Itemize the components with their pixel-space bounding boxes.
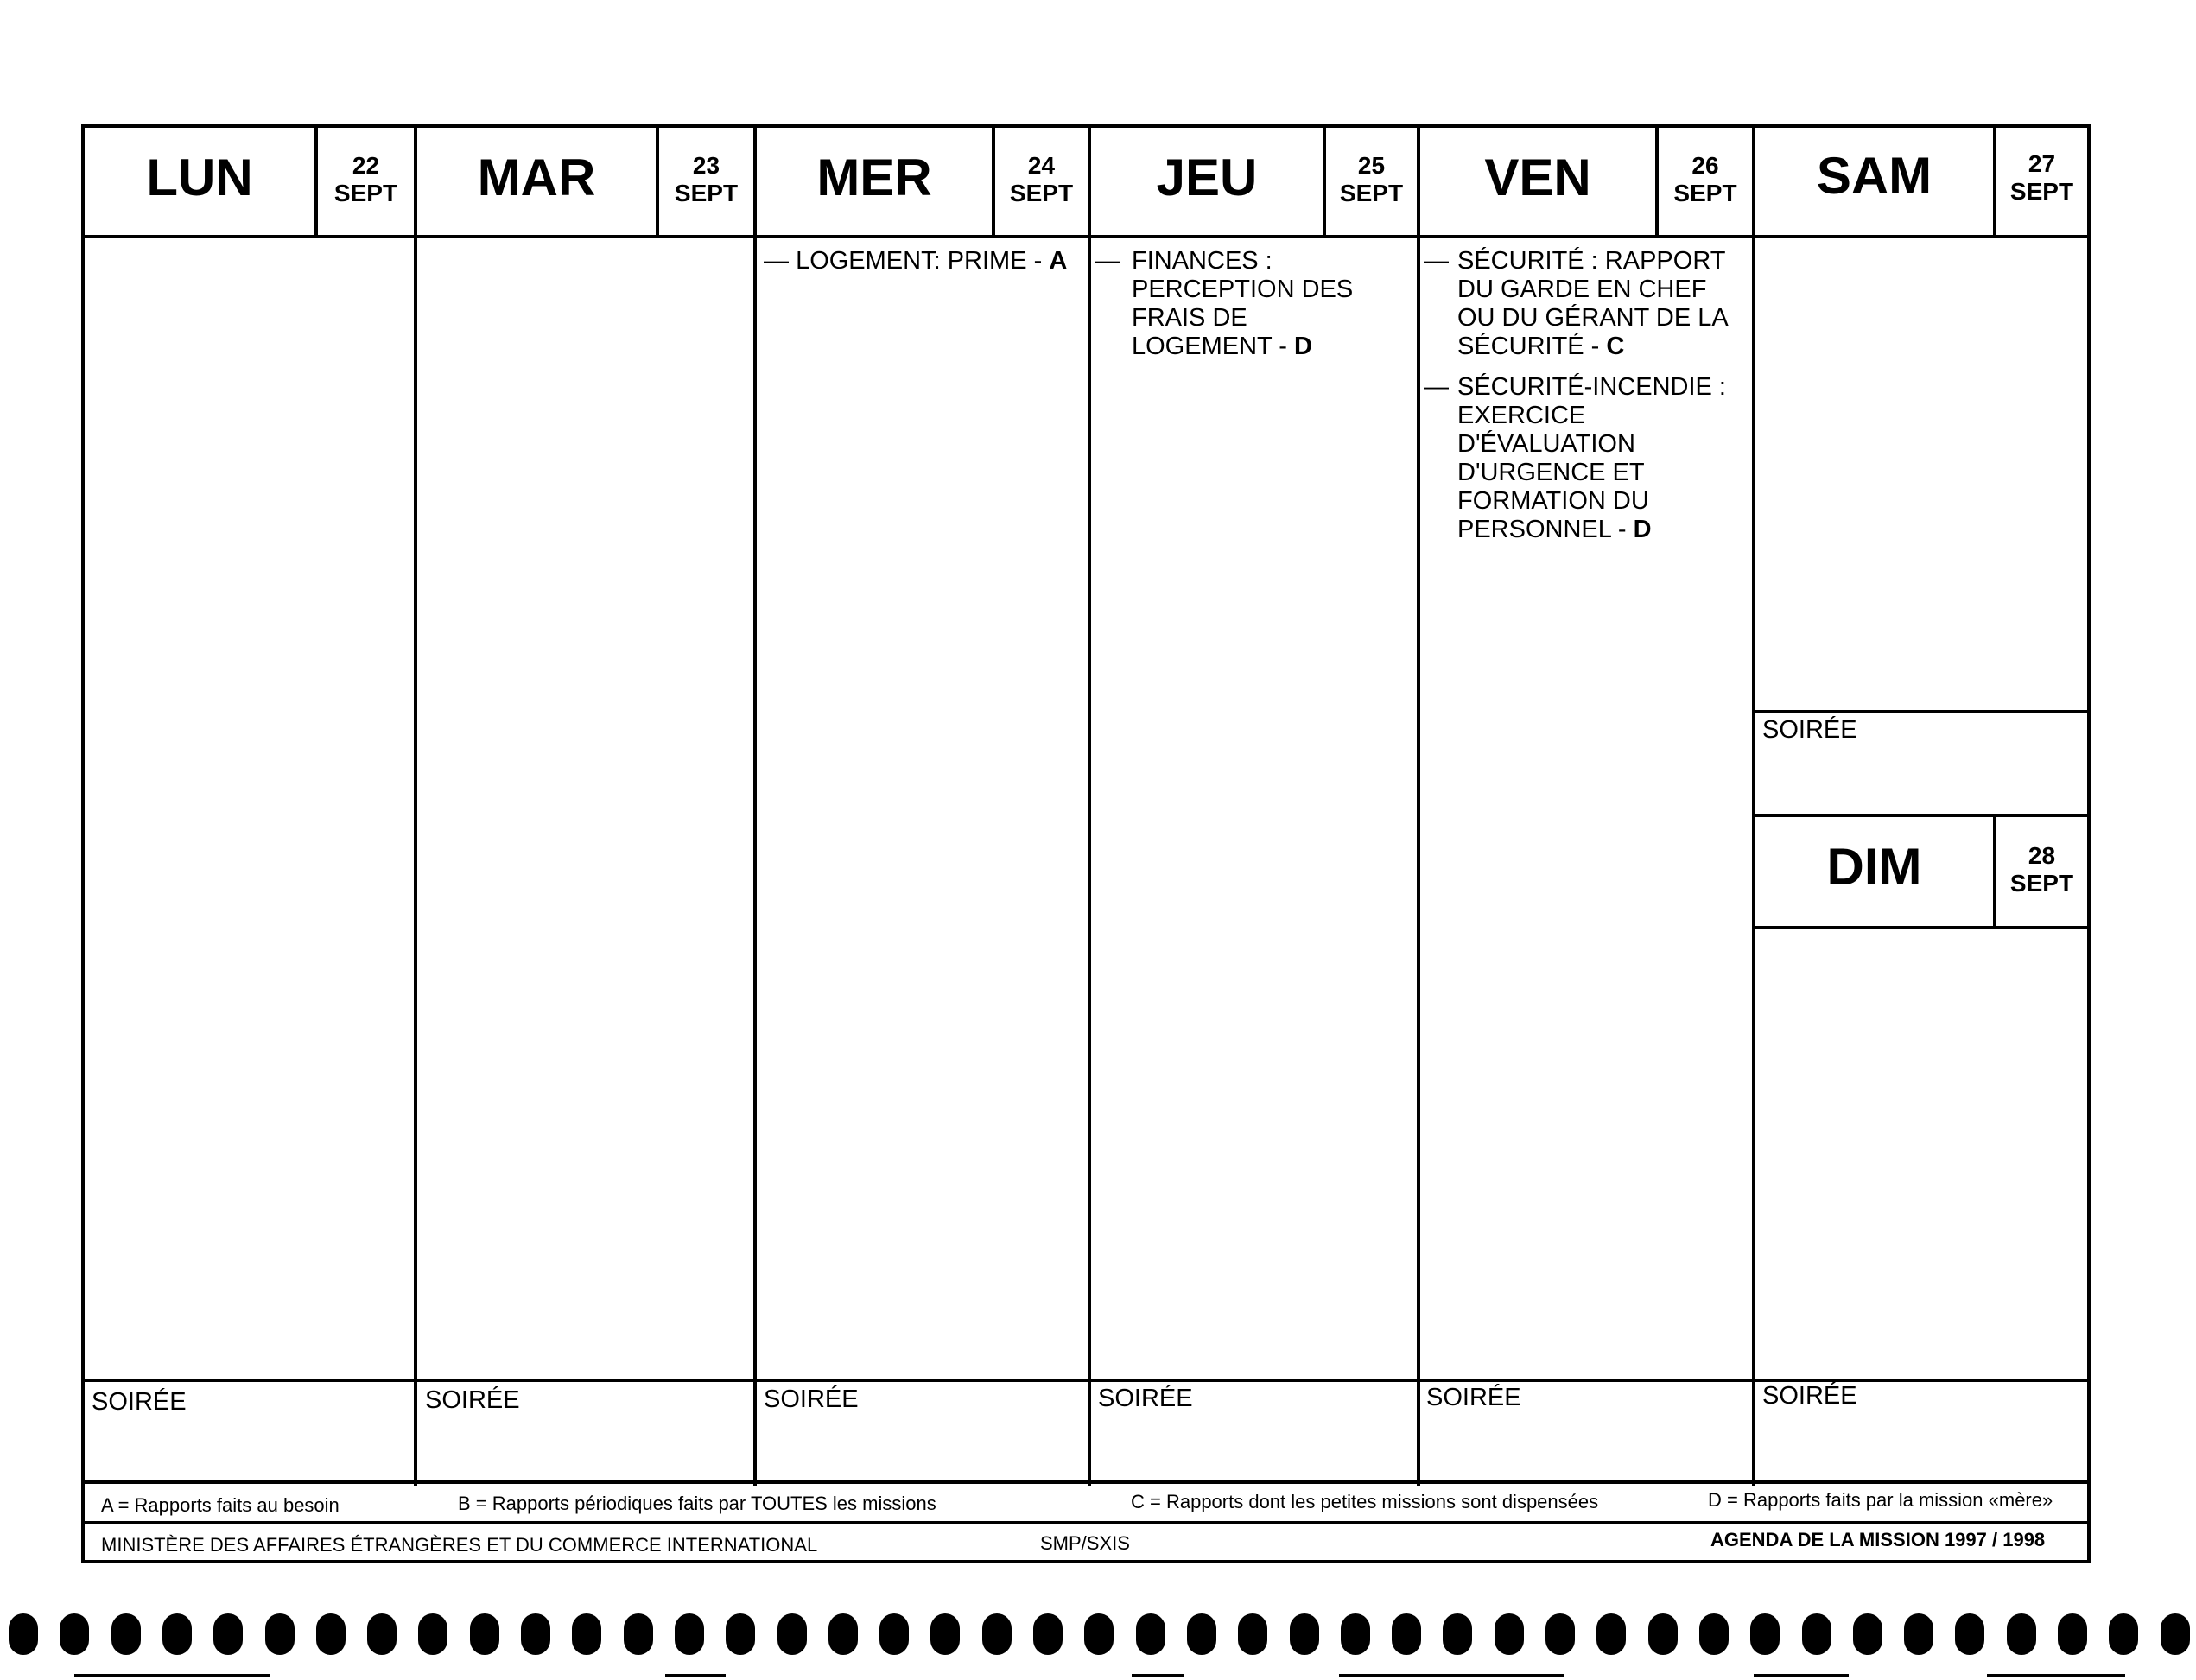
- dim-header-bottom-rule: [1752, 926, 2091, 929]
- entry-line: FORMATION DU: [1457, 487, 1649, 515]
- day-number: 28: [2028, 842, 2056, 869]
- legend-rule: [81, 1480, 2091, 1484]
- day-name-sam: SAM: [1816, 147, 1933, 205]
- day-month: SEPT: [1339, 180, 1404, 207]
- day-month: SEPT: [333, 180, 398, 207]
- day-month: SEPT: [1673, 180, 1737, 207]
- dim-header-top-rule: [1752, 814, 2091, 817]
- entry-line: FINANCES :: [1132, 247, 1273, 275]
- evening-label-mer: SOIRÉE: [764, 1385, 859, 1413]
- entry-line: D'ÉVALUATION: [1457, 430, 1635, 458]
- day-month: SEPT: [2009, 870, 2074, 897]
- column-divider: [753, 124, 757, 1486]
- page-edge-mark: [74, 1674, 270, 1677]
- sam-evening-rule: [1752, 710, 2091, 713]
- evening-label-mar: SOIRÉE: [425, 1386, 520, 1414]
- binder-hole: [162, 1613, 192, 1655]
- evening-label-dim: SOIRÉE: [1762, 1382, 1857, 1410]
- evening-label-ven: SOIRÉE: [1426, 1384, 1521, 1411]
- day-number: 23: [692, 152, 720, 179]
- day-month: SEPT: [2009, 178, 2074, 206]
- footer-code: SMP/SXIS: [1040, 1532, 1130, 1554]
- footer-ministry: MINISTÈRE DES AFFAIRES ÉTRANGÈRES ET DU COMMERCE INTERNATIONAL: [101, 1534, 818, 1556]
- day-number: 26: [1691, 152, 1719, 179]
- legend-b: B = Rapports périodiques faits par TOUTES les missions: [458, 1493, 936, 1514]
- binder-hole: [1853, 1613, 1882, 1655]
- day-date-ven: [1659, 152, 1752, 207]
- binder-hole: [265, 1613, 295, 1655]
- day-date-lun: [318, 152, 414, 207]
- footer-agenda: AGENDA DE LA MISSION 1997 / 1998: [1710, 1529, 2046, 1550]
- day-date-mar: [659, 152, 753, 207]
- evening-label-lun: SOIRÉE: [92, 1388, 187, 1416]
- entry-dash: —: [1095, 247, 1120, 275]
- binder-hole: [470, 1613, 499, 1655]
- binder-hole: [1596, 1613, 1626, 1655]
- entry-line: D'URGENCE ET: [1457, 459, 1645, 486]
- entry-line: FRAIS DE: [1132, 304, 1247, 332]
- binder-holes: [0, 1613, 2196, 1657]
- binder-hole: [726, 1613, 755, 1655]
- day-date-jeu: [1326, 152, 1417, 207]
- binder-hole: [572, 1613, 601, 1655]
- binder-hole: [1955, 1613, 1984, 1655]
- day-number: 24: [1027, 152, 1056, 179]
- day-name-jeu: JEU: [1156, 149, 1258, 206]
- entry-code: D: [1294, 333, 1312, 360]
- entry-line: SÉCURITÉ -: [1457, 333, 1607, 360]
- column-divider: [414, 124, 417, 1486]
- binder-hole: [1238, 1613, 1267, 1655]
- entry-line: SÉCURITÉ : RAPPORT: [1457, 247, 1726, 275]
- binder-hole: [777, 1613, 807, 1655]
- binder-hole: [1750, 1613, 1780, 1655]
- evening-label-sam: SOIRÉE: [1762, 716, 1857, 744]
- day-name-mar: MAR: [477, 149, 596, 206]
- entry-line: OU DU GÉRANT DE LA: [1457, 304, 1729, 332]
- binder-hole: [828, 1613, 858, 1655]
- binder-hole: [1802, 1613, 1831, 1655]
- binder-hole: [9, 1613, 38, 1655]
- entry-ven-incendie: [1424, 373, 1750, 544]
- entry-mer-logement: [764, 247, 1085, 276]
- binder-hole: [60, 1613, 89, 1655]
- binder-hole: [316, 1613, 346, 1655]
- column-divider: [1752, 124, 1755, 1486]
- binder-hole: [2007, 1613, 2036, 1655]
- day-name-lun: LUN: [146, 149, 253, 206]
- binder-hole: [1545, 1613, 1575, 1655]
- entry-dash: —: [1424, 247, 1449, 275]
- entry-line: EXERCICE: [1457, 402, 1586, 429]
- entry-code: A: [1049, 247, 1068, 275]
- binder-hole: [1341, 1613, 1370, 1655]
- footer-rule: [81, 1521, 2091, 1524]
- binder-hole: [982, 1613, 1012, 1655]
- binder-hole: [1648, 1613, 1678, 1655]
- entry-dash: —: [764, 247, 789, 275]
- binder-hole: [1187, 1613, 1216, 1655]
- day-month: SEPT: [1009, 180, 1074, 207]
- binder-hole: [2109, 1613, 2138, 1655]
- binder-hole: [1392, 1613, 1421, 1655]
- binder-hole: [111, 1613, 141, 1655]
- binder-hole: [1084, 1613, 1114, 1655]
- binder-hole: [1290, 1613, 1319, 1655]
- day-name-mer: MER: [816, 149, 932, 206]
- binder-hole: [367, 1613, 397, 1655]
- entry-jeu-finances: [1095, 247, 1415, 361]
- header-rule: [81, 235, 2091, 238]
- binder-hole: [213, 1613, 243, 1655]
- entry-code: C: [1606, 333, 1625, 360]
- binder-hole: [2058, 1613, 2087, 1655]
- binder-hole: [1033, 1613, 1063, 1655]
- day-number: 25: [1357, 152, 1386, 179]
- day-date-sam: [1996, 150, 2087, 206]
- column-divider: [1417, 124, 1420, 1486]
- entry-text: LOGEMENT: PRIME -: [796, 247, 1050, 275]
- entry-line: PERCEPTION DES: [1132, 276, 1354, 303]
- page-edge-mark: [1339, 1674, 1564, 1677]
- legend-c: C = Rapports dont les petites missions sont dispensées: [1131, 1491, 1599, 1512]
- page-edge-mark: [665, 1674, 726, 1677]
- evening-label-jeu: SOIRÉE: [1098, 1385, 1193, 1412]
- page-edge-mark: [1754, 1674, 1849, 1677]
- entry-line: PERSONNEL -: [1457, 516, 1634, 543]
- day-month: SEPT: [674, 180, 739, 207]
- page-edge-mark: [1987, 1674, 2125, 1677]
- binder-hole: [1904, 1613, 1933, 1655]
- binder-hole: [1699, 1613, 1729, 1655]
- entry-line: SÉCURITÉ-INCENDIE :: [1457, 373, 1726, 401]
- legend-a: A = Rapports faits au besoin: [101, 1494, 340, 1516]
- day-number: 22: [352, 152, 380, 179]
- column-divider: [1088, 124, 1091, 1486]
- binder-hole: [879, 1613, 909, 1655]
- binder-hole: [1136, 1613, 1165, 1655]
- binder-hole: [521, 1613, 550, 1655]
- binder-hole: [418, 1613, 447, 1655]
- entry-dash: —: [1424, 373, 1449, 401]
- binder-hole: [1495, 1613, 1524, 1655]
- entry-line: DU GARDE EN CHEF: [1457, 276, 1707, 303]
- day-number: 27: [2028, 150, 2056, 177]
- binder-hole: [675, 1613, 704, 1655]
- binder-hole: [930, 1613, 960, 1655]
- binder-hole: [2161, 1613, 2190, 1655]
- day-name-ven: VEN: [1484, 149, 1591, 206]
- binder-hole: [624, 1613, 653, 1655]
- page-edge-mark: [1132, 1674, 1184, 1677]
- entry-code: D: [1633, 516, 1652, 543]
- entry-ven-securite: [1424, 247, 1750, 361]
- day-date-mer: [995, 152, 1088, 207]
- binder-hole: [1443, 1613, 1472, 1655]
- day-date-dim: [1996, 842, 2087, 897]
- legend-d: D = Rapports faits par la mission «mère»: [1708, 1489, 2053, 1511]
- entry-line: LOGEMENT -: [1132, 333, 1294, 360]
- day-name-dim: DIM: [1826, 838, 1922, 896]
